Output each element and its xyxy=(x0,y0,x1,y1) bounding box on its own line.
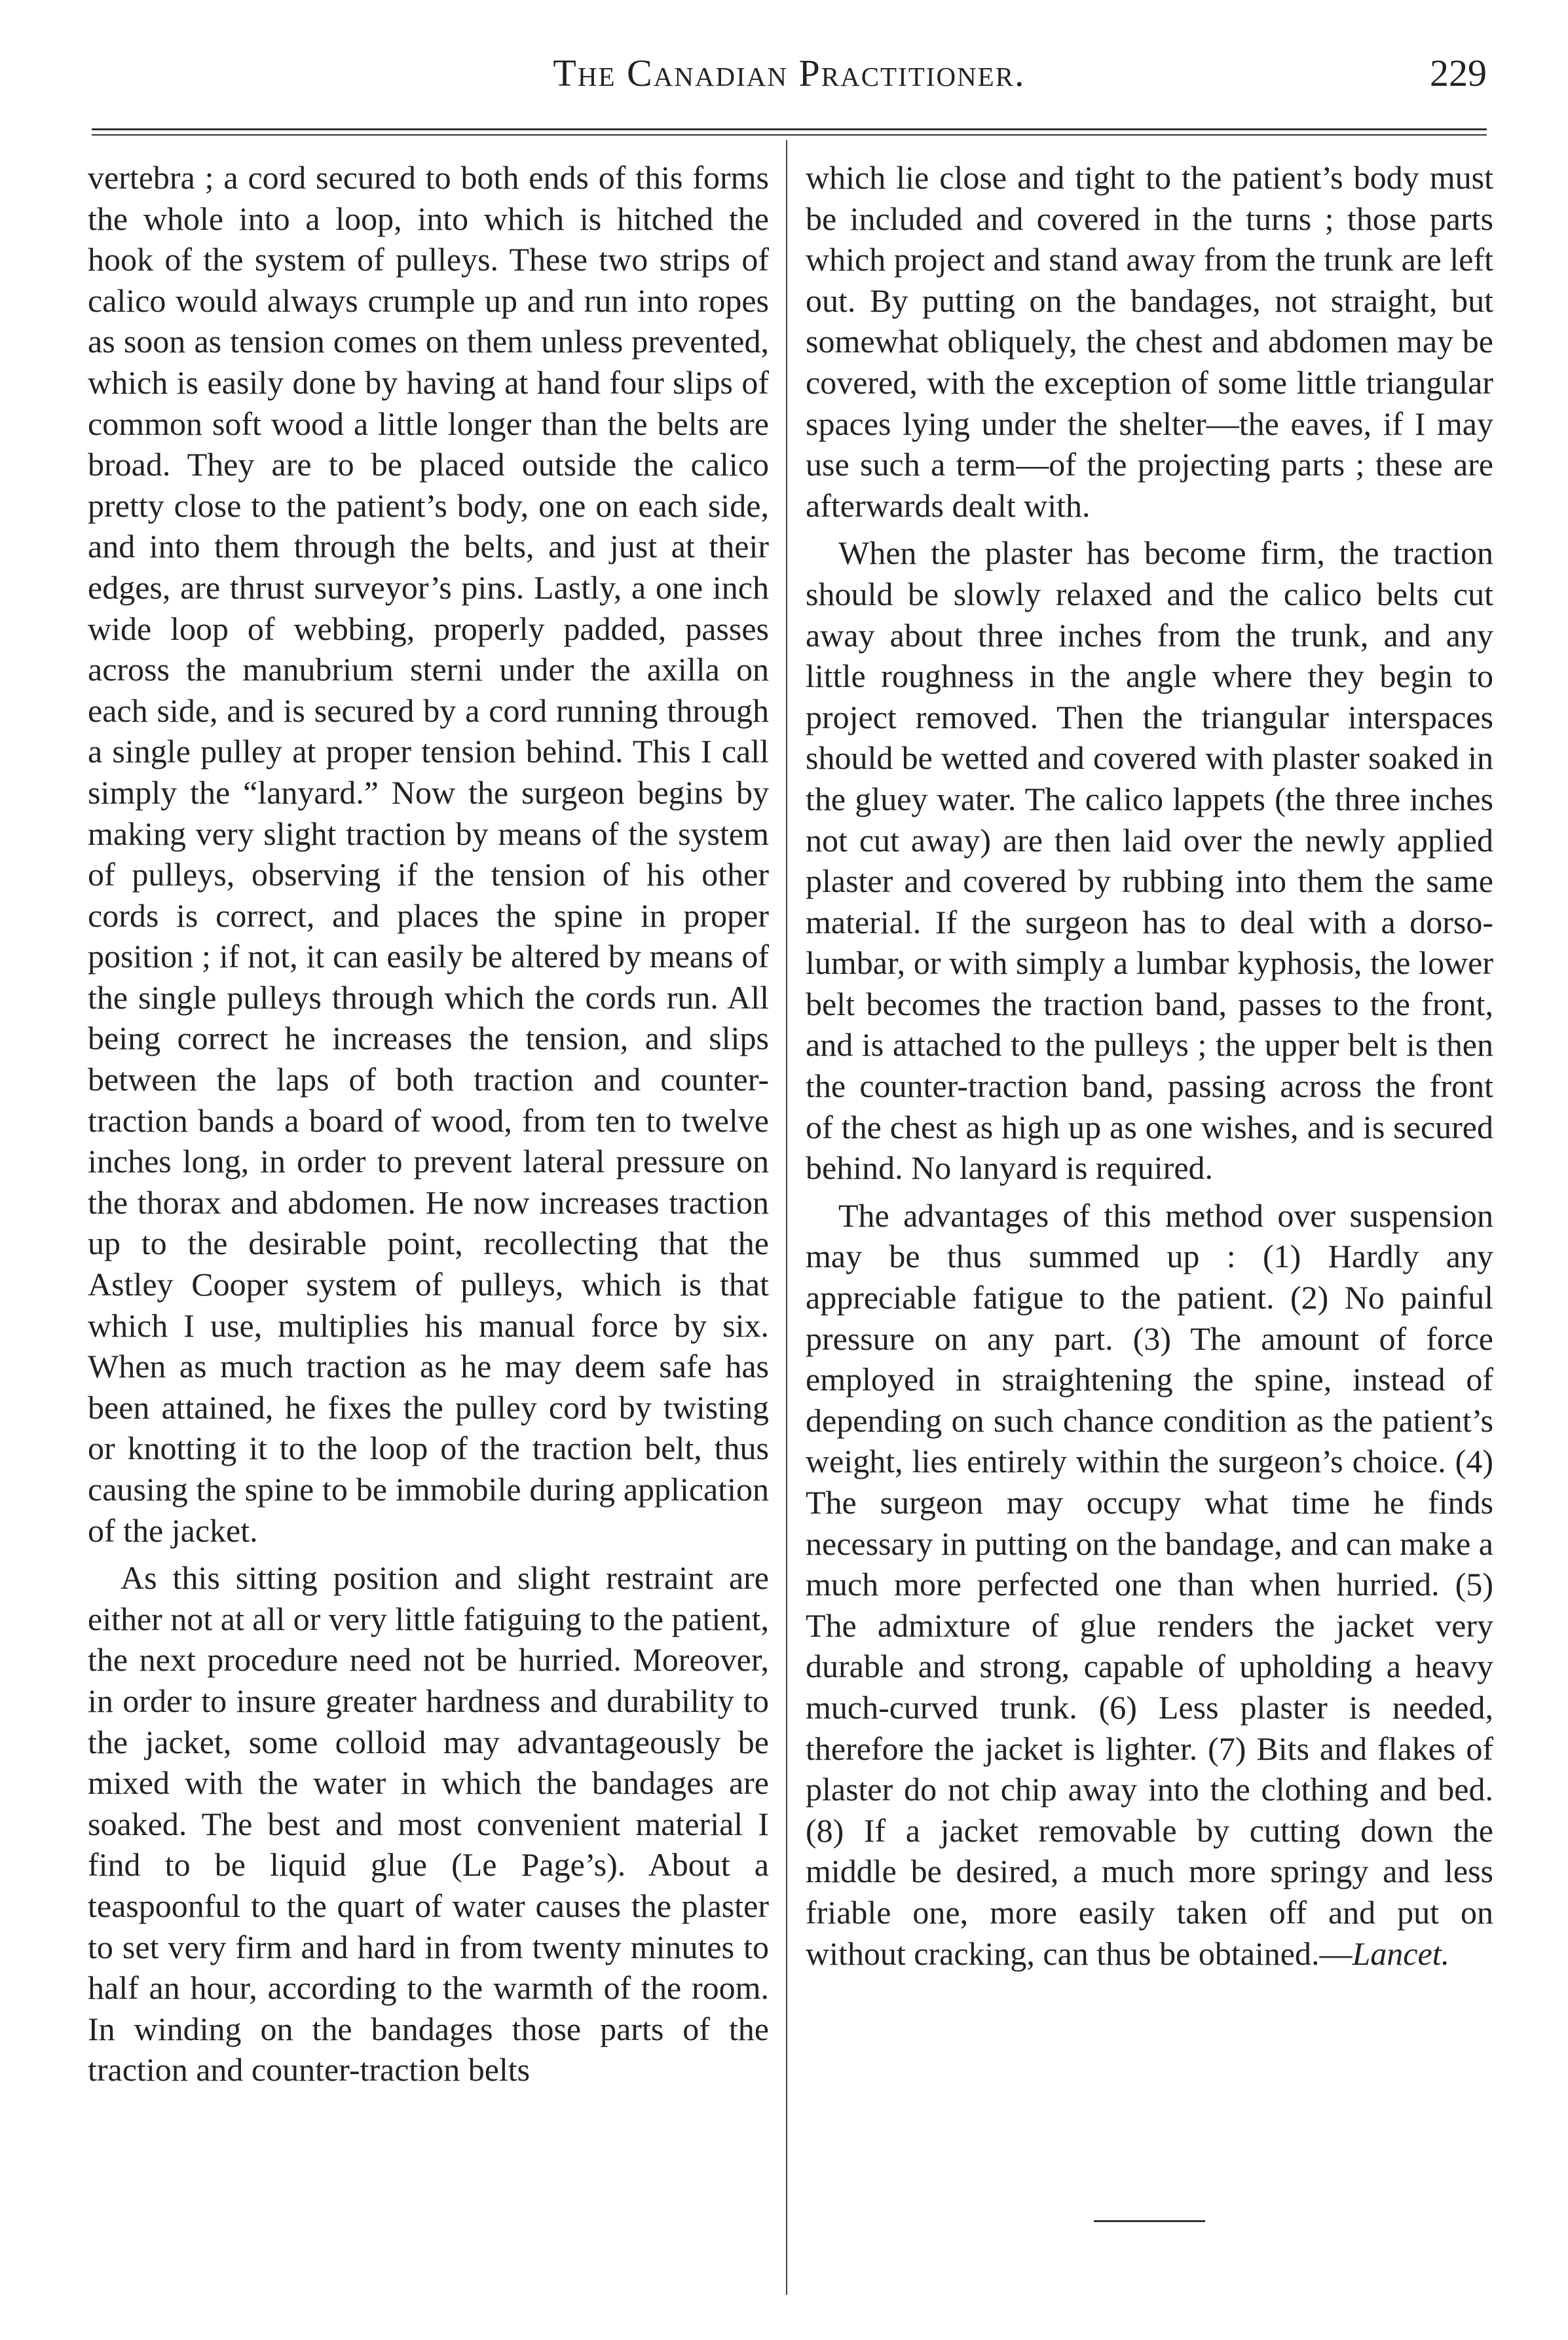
paragraph: As this sitting position and slight restraint are either not at all or very little fatiguing to the patient, the next procedure need not be hurried. Moreover, in order to insure greater hardness and durability to the jacket, some colloid may advantageously be mixed with the water in which the bandages are soaked. The best and most convenient material I find to be liquid glue (Le Page’s). About a teaspoonful to the quart of water causes the plaster to set very firm and hard in from twenty minutes to half an hour, according to the warmth of the room. In winding on the bandages those parts of the traction and counter-traction belts xyxy=(88,1559,769,2089)
end-rule xyxy=(1094,2220,1205,2222)
page-number: 229 xyxy=(1430,52,1487,94)
left-column xyxy=(88,157,769,2090)
running-head xyxy=(92,51,1487,110)
header-rule xyxy=(92,128,1487,136)
column-divider xyxy=(786,140,787,2295)
paragraph-text: The advantages of this method over suspension may be thus summed up : (1) Hardly any appreciable fatigue to the patient. (2) No painful pressure on any part. (3) The amount of force employed in straightening the spine, instead of depending on such chance condition as the patient’s weight, lies entirely within the surgeon’s choice. (4) The surgeon may occupy what time he finds necessary in putting on the bandage, and can make a much more perfected one than when hurried. (5) The admixture of glue renders the jacket very durable and strong, capable of upholding a heavy much-curved trunk. (6) Less plaster is needed, therefore the jacket is lighter. (7) Bits and flakes of plaster do not chip away into the clothing and bed. (8) If a jacket removable by cutting down the middle be desired, a much more springy and less friable one, more easily taken off and put on without cracking, can thus be obtained.— xyxy=(806,1197,1493,1972)
paragraph: vertebra ; a cord secured to both ends of this forms the whole into a loop, into which is hitched the hook of the system of pulleys. These two strips of calico would always crumple up and run into ropes as soon as tension comes on them unless prevented, which is easily done by having at hand four slips of common soft wood a little longer than the belts are broad. They are to be placed outside the calico pretty close to the patient’s body, one on each side, and into them through the belts, and just at their edges, are thrust surveyor’s pins. Lastly, a one inch wide loop of webbing, properly padded, passes across the manubrium sterni under the axilla on each side, and is secured by a cord running through a single pulley at proper tension behind. This I call simply the “lanyard.” Now the surgeon begins by making very slight traction by means of the system of pulleys, observing if the tension of his other cords is correct, and places the spine in proper position ; if not, it can easily be altered by means of the single pulleys through which the cords run. All being correct he increases the tension, and slips between the laps of both traction and counter-traction bands a board of wood, from ten to twelve inches long, in order to prevent lateral pressure on the thorax and abdomen. He now increases traction up to the desirable point, recollecting that the Astley Cooper system of pulleys, which is that which I use, multiplies his manual force by six. When as much traction as he may deem safe has been attained, he fixes the pulley cord by twisting or knotting it to the loop of the traction belt, thus causing the spine to be immobile during application of the jacket. xyxy=(88,159,769,1549)
right-column xyxy=(806,157,1493,1974)
paragraph: which lie close and tight to the patient’s body must be included and covered in the turns ; those parts which project and stand away from the trunk are left out. By putting on the bandages, not straight, but somewhat obliquely, the chest and abdomen may be covered, with the exception of some little triangular spaces lying under the shelter—the eaves, if I may use such a term—of the projecting parts ; these are afterwards dealt with. xyxy=(806,159,1493,524)
journal-title: The Canadian Practitioner. xyxy=(553,52,1026,94)
paragraph: When the plaster has become firm, the traction should be slowly relaxed and the calico belts cut away about three inches from the trunk, and any little roughness in the angle where they begin to project removed. Then the triangular interspaces should be wetted and covered with plaster soaked in the gluey water. The calico lappets (the three inches not cut away) are then laid over the newly applied plaster and covered by rubbing into them the same material. If the surgeon has to deal with a dorso-lumbar, or with simply a lumbar kyphosis, the lower belt becomes the traction band, passes to the front, and is attached to the pulleys ; the upper belt is then the counter-traction band, passing across the front of the chest as high up as one wishes, and is secured behind. No lanyard is required. xyxy=(806,534,1493,1187)
paragraph-with-citation xyxy=(806,1195,1493,1974)
citation: Lancet. xyxy=(1352,1935,1450,1972)
